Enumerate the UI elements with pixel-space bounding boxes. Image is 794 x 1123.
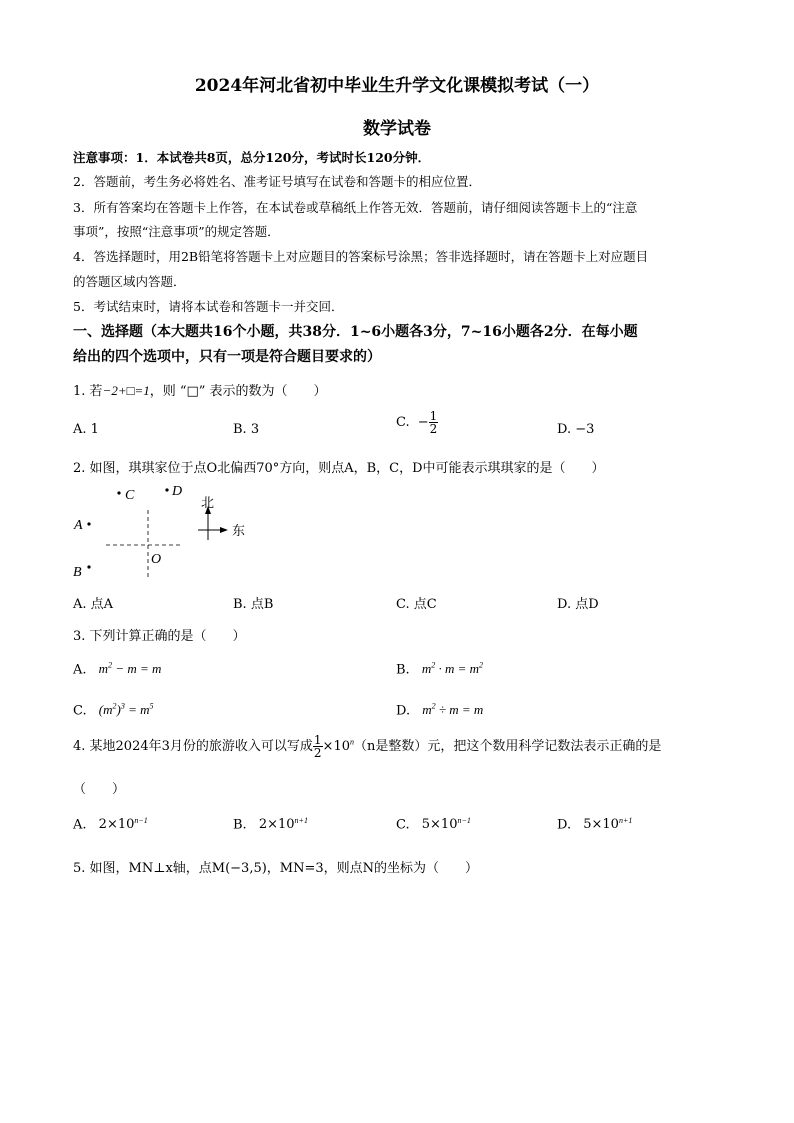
q3-option-c: C. $(m^2)^3 = m^5$ [73, 702, 154, 719]
notes-line-6: 的答题区域内答题． [73, 274, 186, 289]
notes-line-1: 注意事项：1．本试卷共8页，总分120分，考试时长120分钟． [73, 150, 431, 165]
q1-option-d: D. −3 [557, 422, 595, 437]
exam-title: 2024年河北省初中毕业生升学文化课模拟考试（一） [194, 76, 600, 96]
notes-line-4: 事项”，按照“注意事项”的规定答题． [73, 224, 280, 239]
notes-line-5: 4．答选择题时，用2B铅笔将答题卡上对应题目的答案标号涂黑；答非选择题时，请在答题卡上对应题目 [73, 249, 649, 264]
section1-heading-line1: 一、选择题（本大题共16个小题，共38分．1~6小题各3分，7~16小题各2分．在每小题 [73, 324, 638, 340]
q2-option-a: A. 点A [73, 597, 114, 612]
notes-line-7: 5．考试结束时，请将本试卷和答题卡一并交回． [73, 299, 344, 314]
point-b-label: B [73, 565, 82, 580]
question-3: 3. 下列计算正确的是（ ） [73, 629, 246, 644]
q1-option-a: A. 1 [73, 422, 99, 437]
point-b-dot [87, 565, 90, 568]
q2-option-c: C. 点C [396, 597, 437, 612]
q1-option-c: C. − $\frac{1}{2}$ [396, 409, 438, 436]
point-o-label: O [151, 552, 162, 567]
compass-north-label: 北 [201, 495, 215, 510]
point-a-dot [87, 522, 90, 525]
point-c-label: C [125, 488, 135, 503]
question-2: 2. 如图，琪琪家位于点O北偏西70°方向，则点A，B，C，D中可能表示琪琪家的是（ ） [73, 461, 605, 476]
exam-subtitle: 数学试卷 [363, 119, 431, 139]
fraction: $\frac{1}{2}$ [429, 409, 438, 436]
q3-option-d: D. $m^2 \div m = m$ [396, 702, 484, 719]
q4-option-a: A. $2\times 10^{n-1}$ [73, 816, 148, 833]
point-d-dot [165, 488, 168, 491]
q2-option-b: B. 点B [233, 597, 274, 612]
fraction: $\frac{1}{2}$ [313, 733, 322, 760]
q4-option-b: B. $2\times 10^{n+1}$ [233, 816, 308, 833]
notes-line-3: 3．所有答案均在答题卡上作答，在本试卷或草稿纸上作答无效．答题前，请仔细阅读答题卡上的“注意 [73, 200, 638, 215]
compass-east-label: 东 [232, 523, 246, 538]
q2-option-d: D. 点D [557, 597, 599, 612]
compass-east-arrow-icon [220, 527, 228, 533]
question-4: 4. 某地2024年3月份的旅游收入可以写成 $\frac{1}{2}$ $\times 10^n(n$是整数）元，把这个数用科学记数法表示正确的是 [73, 733, 662, 760]
question-5: 5. 如图，MN⊥x轴，点M(−3,5)，MN=3，则点N的坐标为（ ） [73, 861, 479, 876]
question-1: 1. 若−2+□=1，则 “□” 表示的数为（ ） [73, 383, 327, 399]
q4-option-d: D. $5\times 10^{n+1}$ [557, 816, 633, 833]
q1-option-b: B. 3 [233, 422, 260, 437]
section1-heading-line2: 给出的四个选项中，只有一项是符合题目要求的） [73, 349, 381, 365]
point-c-dot [117, 491, 120, 494]
notes-label: 注意事项： [73, 150, 136, 165]
question-4-line2: （ ） [73, 782, 126, 797]
notes-line-2: 2．答题前，考生务必将姓名、准考证号填写在试卷和答题卡的相应位置． [73, 174, 481, 189]
q3-option-b: B. $m^2 \cdot m = m^2$ [396, 661, 484, 678]
point-d-label: D [172, 484, 183, 499]
q3-option-a: A. $m^2 - m = m$ [73, 661, 162, 678]
q4-option-c: C. $5\times 10^{n-1}$ [396, 816, 471, 833]
q2-figure [70, 480, 260, 585]
point-a-label: A [74, 518, 83, 533]
